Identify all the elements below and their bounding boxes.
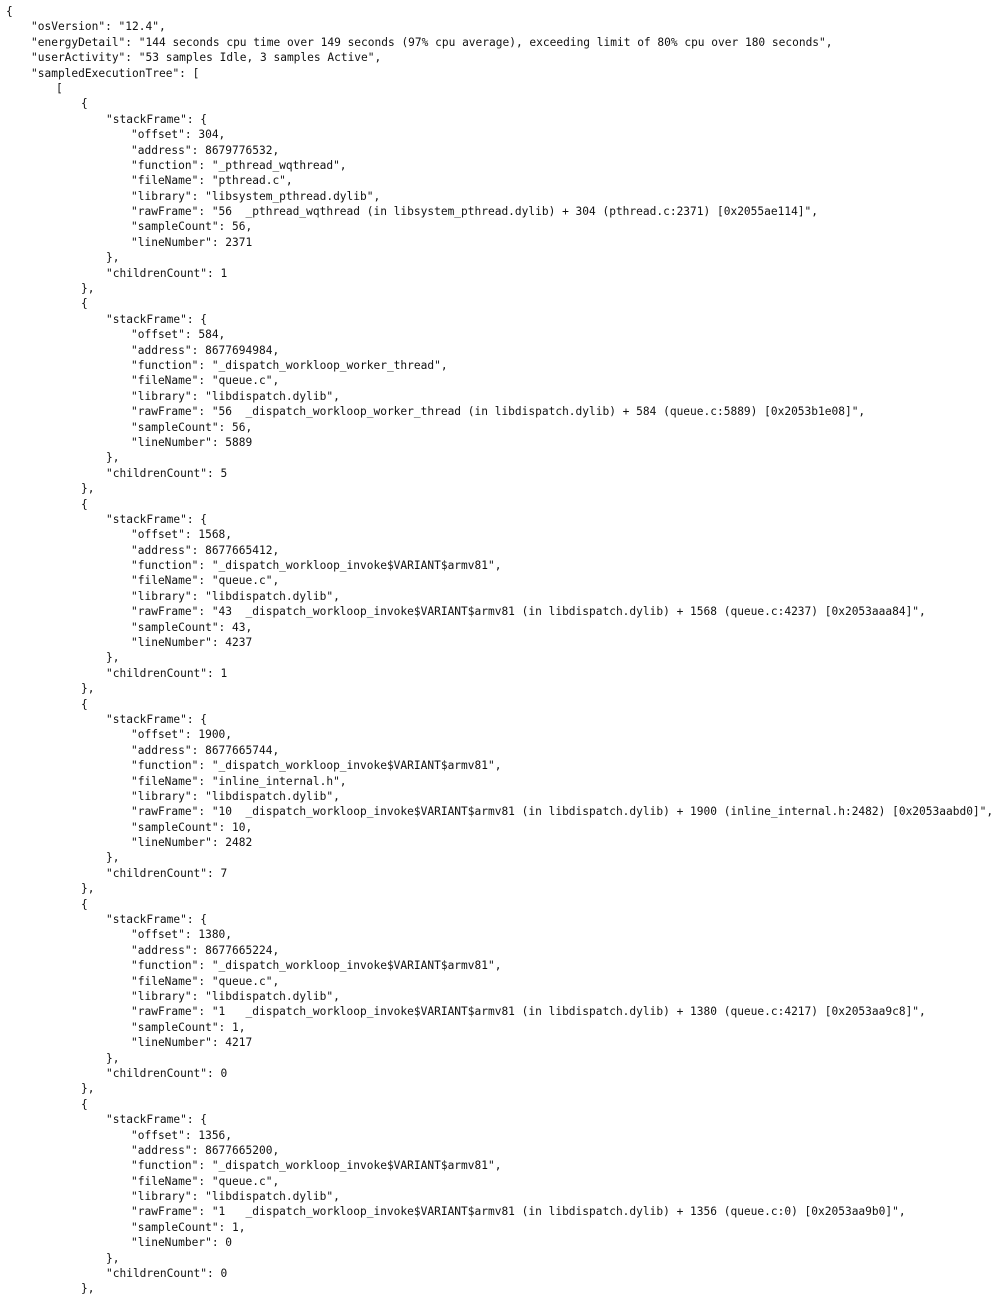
address-field: "address": 8677665412, <box>131 543 280 557</box>
object-close-brace: }, <box>81 282 95 296</box>
line-number-field: "lineNumber": 4237 <box>131 636 253 650</box>
children-count-field: "childrenCount": 1 <box>106 266 228 280</box>
stack-frame-object <box>0 296 960 496</box>
function-field: "function": "_dispatch_workloop_invoke$VARIANT$armv81", <box>131 559 502 573</box>
sample-count-field: "sampleCount": 43, <box>131 620 253 634</box>
line-number-field: "lineNumber": 2482 <box>131 836 253 850</box>
line-number-field: "lineNumber": 0 <box>131 1236 233 1250</box>
object-open-brace: { <box>81 897 88 911</box>
stack-frame-key: "stackFrame": { <box>106 112 208 126</box>
stack-frame-close: }, <box>106 651 120 665</box>
offset-field: "offset": 584, <box>131 328 226 342</box>
energy-detail-line: "energyDetail": "144 seconds cpu time over 149 seconds (97% cpu average), exceeding limit of 80% cpu over 180 seconds", <box>31 35 833 49</box>
stack-frame-close: }, <box>106 1051 120 1065</box>
user-activity-line: "userActivity": "53 samples Idle, 3 samples Active", <box>31 51 382 65</box>
sample-count-field: "sampleCount": 56, <box>131 220 253 234</box>
stack-frame-key: "stackFrame": { <box>106 312 208 326</box>
library-field: "library": "libdispatch.dylib", <box>131 589 340 603</box>
children-count-field: "childrenCount": 5 <box>106 466 228 480</box>
json-open-brace: { <box>6 5 13 18</box>
raw-frame-field: "rawFrame": "56 _dispatch_workloop_worker_thread (in libdispatch.dylib) + 584 (queue.c:5889) [0x2053b1e08]", <box>131 405 866 419</box>
object-close-brace: }, <box>81 882 95 896</box>
stack-frame-key: "stackFrame": { <box>106 712 208 726</box>
offset-field: "offset": 304, <box>131 128 226 142</box>
object-open-brace: { <box>81 297 88 311</box>
library-field: "library": "libdispatch.dylib", <box>131 990 340 1003</box>
library-field: "library": "libdispatch.dylib", <box>131 789 340 803</box>
file-name-field: "fileName": "queue.c", <box>131 574 280 588</box>
library-field: "library": "libsystem_pthread.dylib", <box>131 189 381 203</box>
inner-array-open: [ <box>56 81 63 95</box>
object-close-brace: }, <box>81 1282 95 1296</box>
children-count-field: "childrenCount": 1 <box>106 666 228 680</box>
stack-frame-key: "stackFrame": { <box>106 913 208 927</box>
object-close-brace: }, <box>81 682 95 696</box>
function-field: "function": "_dispatch_workloop_invoke$VARIANT$armv81", <box>131 959 502 973</box>
address-field: "address": 8677665200, <box>131 1143 280 1157</box>
children-count-field: "childrenCount": 7 <box>106 866 228 880</box>
object-open-brace: { <box>81 497 88 511</box>
offset-field: "offset": 1356, <box>131 1128 233 1142</box>
address-field: "address": 8677665744, <box>131 743 280 757</box>
raw-frame-field: "rawFrame": "1 _dispatch_workloop_invoke$VARIANT$armv81 (in libdispatch.dylib) + 1356 (queue.c:0) [0x2053aa9b0]", <box>131 1205 906 1219</box>
stack-frame-close: }, <box>106 251 120 265</box>
function-field: "function": "_dispatch_workloop_invoke$VARIANT$armv81", <box>131 1159 502 1173</box>
stack-frame-object <box>0 96 960 296</box>
stack-frame-key: "stackFrame": { <box>106 1113 208 1127</box>
function-field: "function": "_dispatch_workloop_worker_thread", <box>131 358 448 372</box>
sample-count-field: "sampleCount": 1, <box>131 1220 246 1234</box>
sample-count-field: "sampleCount": 1, <box>131 1020 246 1034</box>
sample-count-field: "sampleCount": 56, <box>131 420 253 434</box>
function-field: "function": "_dispatch_workloop_invoke$VARIANT$armv81", <box>131 759 502 773</box>
stack-frame-object <box>0 1097 960 1297</box>
line-number-field: "lineNumber": 5889 <box>131 435 253 449</box>
address-field: "address": 8679776532, <box>131 143 280 157</box>
file-name-field: "fileName": "queue.c", <box>131 374 280 388</box>
sample-count-field: "sampleCount": 10, <box>131 820 253 834</box>
children-count-field: "childrenCount": 0 <box>106 1066 228 1080</box>
offset-field: "offset": 1900, <box>131 728 233 742</box>
offset-field: "offset": 1380, <box>131 928 233 942</box>
object-close-brace: }, <box>81 482 95 496</box>
object-close-brace: }, <box>81 1082 95 1096</box>
library-field: "library": "libdispatch.dylib", <box>131 389 340 403</box>
address-field: "address": 8677665224, <box>131 943 280 957</box>
stack-frame-list <box>0 96 993 1296</box>
object-open-brace: { <box>81 97 88 111</box>
object-open-brace: { <box>81 697 88 711</box>
line-number-field: "lineNumber": 2371 <box>131 235 253 249</box>
stack-frame-object <box>0 697 993 897</box>
raw-frame-field: "rawFrame": "56 _pthread_wqthread (in libsystem_pthread.dylib) + 304 (pthread.c:2371) [0x2055ae114]", <box>131 205 819 219</box>
function-field: "function": "_pthread_wqthread", <box>131 158 347 172</box>
file-name-field: "fileName": "queue.c", <box>131 974 280 988</box>
stack-frame-close: }, <box>106 1251 120 1265</box>
file-name-field: "fileName": "queue.c", <box>131 1174 280 1188</box>
address-field: "address": 8677694984, <box>131 343 280 357</box>
raw-frame-field: "rawFrame": "43 _dispatch_workloop_invoke$VARIANT$armv81 (in libdispatch.dylib) + 1568 (queue.c:4237) [0x2053aaa84]", <box>131 605 926 619</box>
stack-frame-close: }, <box>106 451 120 465</box>
stack-frame-key: "stackFrame": { <box>106 512 208 526</box>
raw-frame-field: "rawFrame": "10 _dispatch_workloop_invoke$VARIANT$armv81 (in libdispatch.dylib) + 1900 (inline_internal.h:2482) [0x2053aabd0]", <box>131 805 993 819</box>
library-field: "library": "libdispatch.dylib", <box>131 1190 340 1204</box>
stack-frame-close: }, <box>106 851 120 865</box>
offset-field: "offset": 1568, <box>131 528 233 542</box>
stack-frame-object <box>0 897 960 1097</box>
raw-frame-field: "rawFrame": "1 _dispatch_workloop_invoke$VARIANT$armv81 (in libdispatch.dylib) + 1380 (queue.c:4217) [0x2053aa9c8]", <box>131 1005 926 1019</box>
os-version-line: "osVersion": "12.4", <box>31 20 166 34</box>
children-count-field: "childrenCount": 0 <box>106 1267 228 1281</box>
file-name-field: "fileName": "inline_internal.h", <box>131 774 347 788</box>
file-name-field: "fileName": "pthread.c", <box>131 174 293 188</box>
line-number-field: "lineNumber": 4217 <box>131 1036 253 1050</box>
sampled-execution-tree-line: "sampledExecutionTree": [ <box>31 66 200 80</box>
object-open-brace: { <box>81 1097 88 1111</box>
stack-frame-object <box>0 497 960 697</box>
